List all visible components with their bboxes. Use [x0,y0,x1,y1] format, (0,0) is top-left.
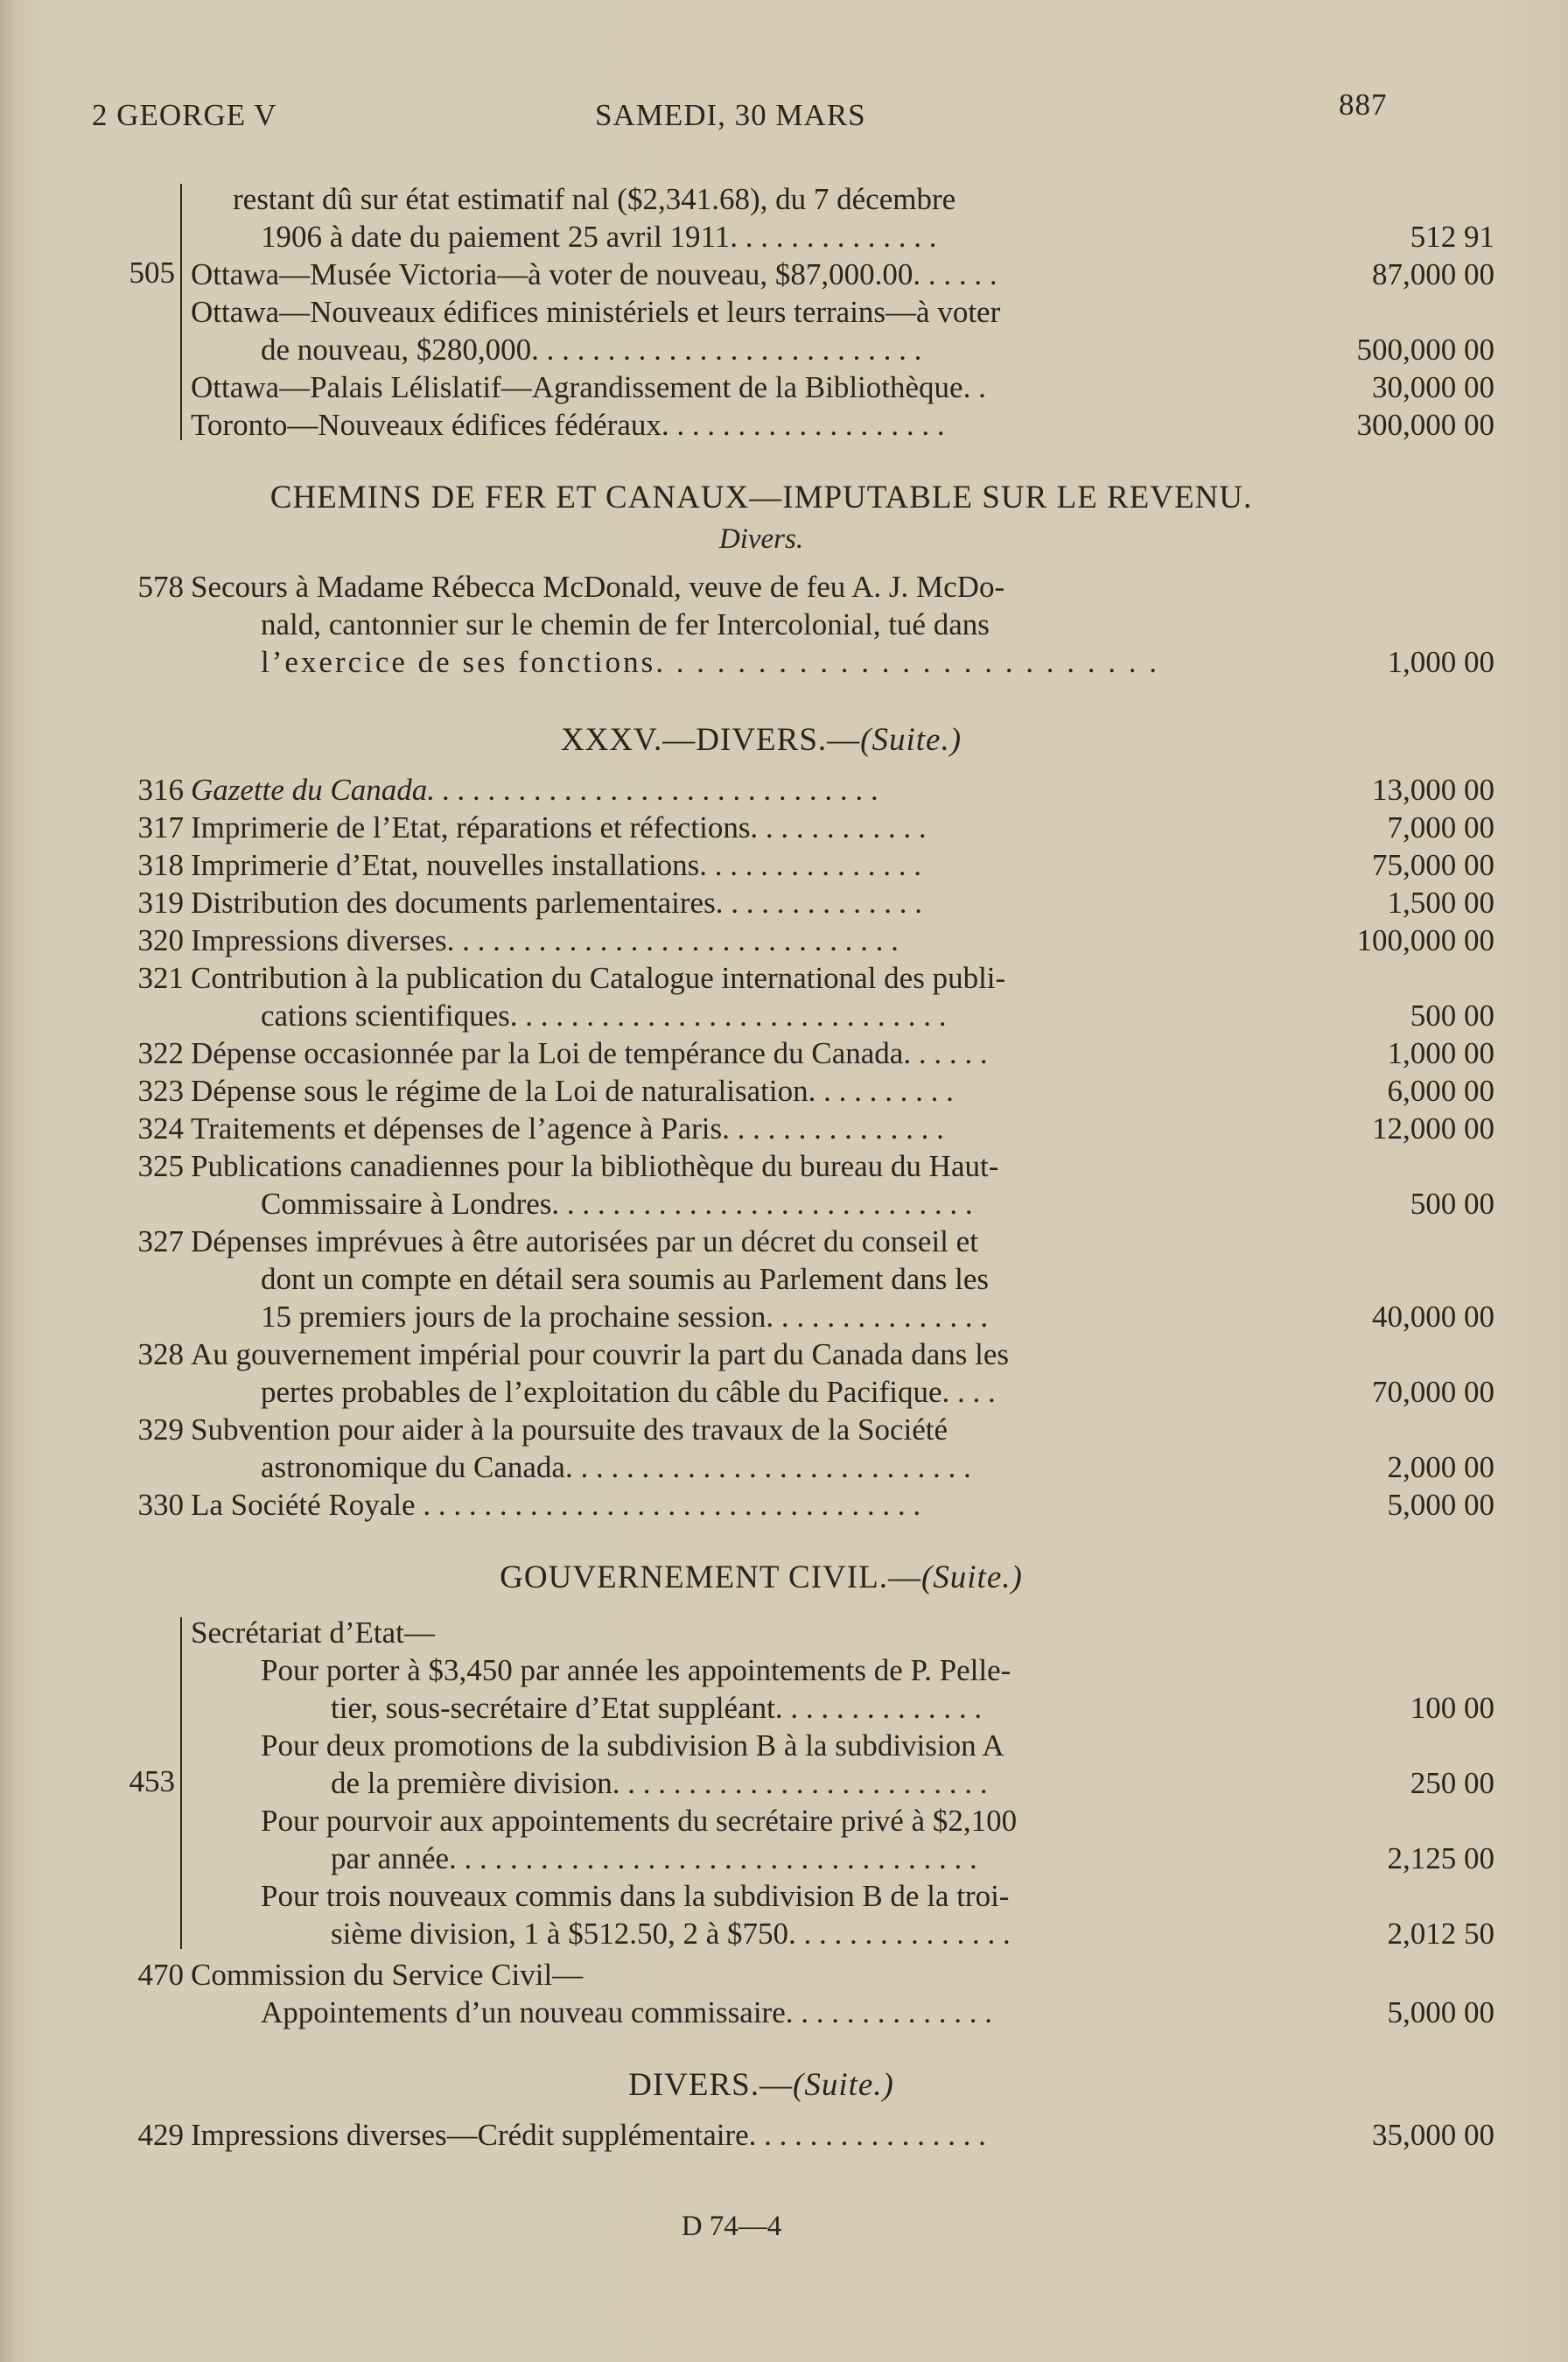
section-title-gouvernement [105,1559,1418,1596]
row-text: Pour porter à $3,450 par année les appointements de P. Pelle- [261,1653,1012,1687]
item-line: Impressions diverses. . . . . . . . . . . . . . . . . . . . . . . . . . . . . . [191,923,899,957]
divers-item-319 [105,884,1494,922]
group-row [191,1802,1276,1840]
section-title-divers-2 [105,2066,1418,2104]
item-line: Impressions diverses—Crédit supplémentaire. . . . . . . . . . . . . . . . [191,2118,986,2152]
row-text: Ottawa—Palais Lélislatif—Agrandissement de la Bibliothèque. . [191,370,986,404]
section-title-text: XXXV.—DIVERS.— [560,722,861,758]
row-amount: 2,125 00 [1387,1841,1494,1875]
item-amount: 100,000 00 [1356,923,1494,957]
item-amount: 75,000 00 [1372,848,1494,882]
item-line: Appointements d’un nouveau commissaire. . . . . . . . . . . . . . [261,1995,992,2029]
item-amount: 6,000 00 [1387,1074,1494,1108]
header-session: 2 GEORGE V [92,98,277,132]
row-text: Ottawa—Musée Victoria—à voter de nouveau, $87,000.00. . . . . . [191,257,998,291]
group-row [191,180,1248,218]
row-amount: 87,000 00 [1372,257,1494,291]
item-line: cations scientifiques. . . . . . . . . . . . . . . . . . . . . . . . . . . . . [261,999,947,1033]
item-number: 325 [137,1149,184,1183]
item-amount: 1,000 00 [1387,1036,1494,1070]
divers-item-327 [105,1223,1494,1335]
section-title-suite: (Suite.) [860,722,962,758]
item-number: 318 [137,848,184,882]
divers-item-323 [105,1072,1494,1110]
group-row [191,1764,1494,1802]
group-row [191,293,1206,331]
item-number: 317 [137,810,184,845]
item-line: La Société Royale . . . . . . . . . . . . . . . . . . . . . . . . . . . . . . . . . [191,1488,921,1522]
item-line: Dépenses imprévues à être autorisées par un décret du conseil et [191,1224,978,1258]
item-number: 578 [137,570,184,604]
divers-item-321 [105,959,1494,1034]
divers-item-330 [105,1486,1494,1524]
divers-item-329 [105,1411,1494,1486]
section-title-text: GOUVERNEMENT CIVIL.— [500,1559,921,1595]
item-number: 316 [137,773,184,807]
row-amount: 512 91 [1410,220,1494,254]
page-number: 887 [1339,88,1388,122]
brace [180,184,189,440]
section-title-suite: (Suite.) [920,1559,1023,1595]
item-amount: 12,000 00 [1372,1111,1494,1146]
item-amount: 500 00 [1410,1187,1494,1221]
item-line: l’exercice de ses fonctions. . . . . . . . . . . . . . . . . . . . . . . . . [261,645,1160,679]
row-text: 1906 à date du paiement 25 avril 1911. . . . . . . . . . . . . . [261,220,937,254]
item-line: 15 premiers jours de la prochaine session. . . . . . . . . . . . . . . [261,1300,989,1334]
group-505 [129,180,1494,444]
item-line: Publications canadiennes pour la bibliothèque du bureau du Haut- [191,1149,999,1183]
row-text: Secrétariat d’Etat— [191,1616,435,1650]
section-subtitle-divers: Divers. [718,523,804,555]
item-line: astronomique du Canada. . . . . . . . . . . . . . . . . . . . . . . . . . . [261,1450,971,1484]
item-line: Au gouvernement impérial pour couvrir la part du Canada dans les [191,1337,1009,1371]
item-number: 470 [137,1958,184,1992]
row-text: Pour pourvoir aux appointements du secrétaire privé à $2,100 [261,1804,1018,1838]
row-text: Pour trois nouveaux commis dans la subdivision B de la troi- [261,1879,1010,1913]
item-429 [105,2116,1494,2154]
section-title-divers [105,721,1418,759]
item-line: Contribution à la publication du Catalogue international des publi- [191,961,1006,995]
group-453 [129,1614,1494,1952]
item-line: pertes probables de l’exploitation du câble du Pacifique. . . . [261,1375,996,1409]
item-amount: 13,000 00 [1372,773,1494,807]
group-row [191,1614,1206,1651]
row-text: tier, sous-secrétaire d’Etat suppléant. . . . . . . . . . . . . . [331,1691,983,1725]
divers-item-318 [105,846,1494,884]
row-amount: 500,000 00 [1356,333,1494,367]
item-number: 327 [137,1224,184,1258]
item-line: Distribution des documents parlementaires. . . . . . . . . . . . . . [191,886,922,920]
item-amount: 35,000 00 [1372,2118,1494,2152]
item-number: 320 [137,923,184,957]
page-footer [0,2211,1568,2243]
item-amount: 70,000 00 [1372,1375,1494,1409]
divers-item-317 [105,809,1494,846]
group-row [191,1877,1276,1915]
item-578 [105,568,1494,681]
item-amount: 40,000 00 [1372,1300,1494,1334]
divers-item-324 [105,1110,1494,1147]
item-line: Imprimerie d’Etat, nouvelles installations. . . . . . . . . . . . . . . [191,848,921,882]
row-amount: 2,012 50 [1387,1917,1494,1951]
row-amount: 30,000 00 [1372,370,1494,404]
page-header [92,88,1396,142]
item-amount: 5,000 00 [1387,1995,1494,2029]
group-row [191,1840,1494,1877]
item-line: Commission du Service Civil— [191,1958,584,1992]
section-title-text: DIVERS.— [628,2067,793,2103]
brace [180,1617,189,1949]
group-row [191,218,1494,256]
row-text: sième division, 1 à $512.50, 2 à $750. . . . . . . . . . . . . . . [331,1917,1011,1951]
group-row [191,1727,1276,1764]
item-number: 328 [137,1337,184,1371]
item-amount: 2,000 00 [1387,1450,1494,1484]
group-row [191,1915,1494,1952]
divers-item-328 [105,1335,1494,1411]
header-date: SAMEDI, 30 MARS [595,98,866,132]
item-amount: 7,000 00 [1387,810,1494,845]
item-number: 319 [137,886,184,920]
item-line: Traitements et dépenses de l’agence à Paris. . . . . . . . . . . . . . . [191,1111,944,1146]
item-number: 324 [137,1111,184,1146]
item-number: 321 [137,961,184,995]
group-row [191,406,1494,444]
item-line: Commissaire à Londres. . . . . . . . . . . . . . . . . . . . . . . . . . . . [261,1187,973,1221]
section-title-chemins: CHEMINS DE FER ET CANAUX—IMPUTABLE SUR LE REVENU. [270,480,1253,515]
item-line: nald, cantonnier sur le chemin de fer Intercolonial, tué dans [261,607,990,641]
group-number: 505 [129,256,175,290]
section-title-suite: (Suite.) [793,2067,894,2103]
item-line: dont un compte en détail sera soumis au Parlement dans les [261,1262,990,1296]
footer-signature: D 74—4 [681,2211,782,2242]
divers-item-316 [105,771,1494,809]
group-row [191,256,1494,293]
group-row [191,1651,1276,1689]
item-line: Imprimerie de l’Etat, réparations et réfections. . . . . . . . . . . . [191,810,927,845]
item-number: 329 [137,1412,184,1447]
item-line: Dépense sous le régime de la Loi de naturalisation. . . . . . . . . . [191,1074,954,1108]
group-row [191,331,1494,368]
group-row [191,1689,1494,1727]
row-text: Ottawa—Nouveaux édifices ministériels et leurs terrains—à voter [191,295,1001,329]
item-line: Secours à Madame Rébecca McDonald, veuve de feu A. J. McDo- [191,570,1005,604]
row-text: Toronto—Nouveaux édifices fédéraux. . . . . . . . . . . . . . . . . . . [191,408,945,442]
group-number: 453 [129,1764,175,1798]
row-text: par année. . . . . . . . . . . . . . . . . . . . . . . . . . . . . . . . . . . [331,1841,977,1875]
item-line: Dépense occasionnée par la Loi de tempérance du Canada. . . . . . [191,1036,988,1070]
row-amount: 100 00 [1410,1691,1494,1725]
item-number: 322 [137,1036,184,1070]
item-amount: 1,000 00 [1387,645,1494,679]
item-amount: 5,000 00 [1387,1488,1494,1522]
item-number: 429 [137,2118,184,2152]
divers-item-325 [105,1147,1494,1223]
item-number: 323 [137,1074,184,1108]
item-line: Subvention pour aider à la poursuite des travaux de la Société [191,1412,948,1447]
row-text: de nouveau, $280,000. . . . . . . . . . . . . . . . . . . . . . . . . . [261,333,922,367]
item-amount: 500 00 [1410,999,1494,1033]
row-amount: 300,000 00 [1356,408,1494,442]
row-text: de la première division. . . . . . . . . . . . . . . . . . . . . . . . . [331,1766,988,1800]
divers-item-322 [105,1034,1494,1072]
group-row [191,368,1494,406]
row-amount: 250 00 [1410,1766,1494,1800]
item-amount: 1,500 00 [1387,886,1494,920]
item-line: Gazette du Canada. . . . . . . . . . . . . . . . . . . . . . . . . . . . . . [191,773,879,807]
row-text: Pour deux promotions de la subdivision B à la subdivision A [261,1728,1004,1763]
item-number: 330 [137,1488,184,1522]
item-470 [105,1956,1494,2031]
divers-list [105,771,1494,1524]
divers-item-320 [105,922,1494,959]
row-text: restant dû sur état estimatif nal ($2,341.68), du 7 décembre [233,182,956,216]
page-content [105,175,1494,2154]
